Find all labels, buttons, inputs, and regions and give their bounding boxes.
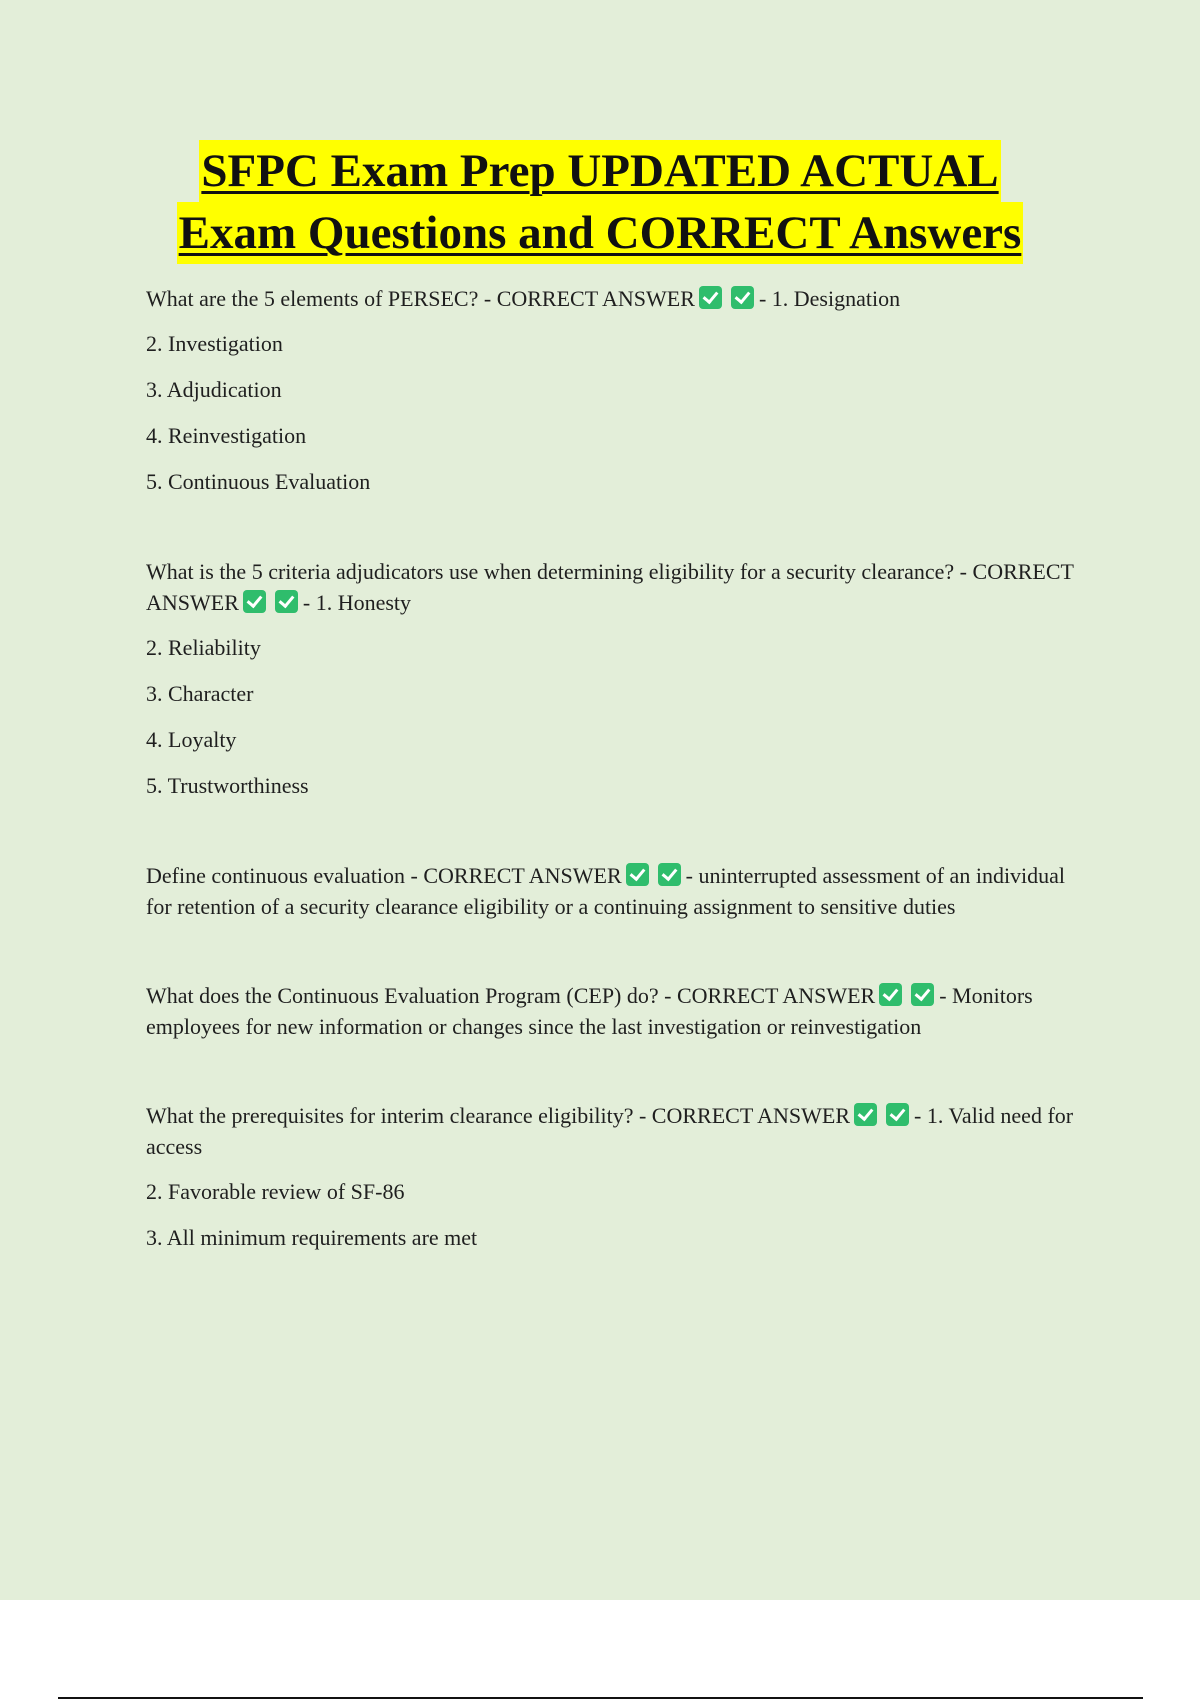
check-mark-icon <box>626 863 649 886</box>
answer-item: 2. Reliability <box>146 635 261 660</box>
qa-block <box>146 1100 1086 1254</box>
check-mark-icon <box>275 590 298 613</box>
check-mark-icon <box>886 1103 909 1126</box>
question-line <box>146 1100 1086 1162</box>
answer-marker: CORRECT ANSWER <box>423 863 622 888</box>
answer-marker: CORRECT ANSWER <box>146 559 1074 615</box>
check-mark-icon <box>911 983 934 1006</box>
question-text: Define continuous evaluation - <box>146 863 418 888</box>
qa-block <box>146 980 1086 1042</box>
question-text: What does the Continuous Evaluation Program (CEP) do? - <box>146 983 672 1008</box>
spacer <box>146 922 1086 980</box>
answer-text: - 1. Designation <box>758 286 901 311</box>
title-line-2: Exam Questions and CORRECT Answers <box>177 202 1024 264</box>
question-text: What is the 5 criteria adjudicators use when determining eligibility for a security clearance? - <box>146 559 968 584</box>
question-text: What the prerequisites for interim clearance eligibility? - <box>146 1103 647 1128</box>
answer-item: 2. Favorable review of SF-86 <box>146 1179 405 1204</box>
qa-block <box>146 556 1086 802</box>
qa-block <box>146 283 1086 498</box>
answer-text: - uninterrupted assessment of an individual for retention of a security clearance eligibility or a continuing assignment to sensitive duties <box>146 863 1066 919</box>
check-mark-icon <box>243 590 266 613</box>
answer-item: 5. Continuous Evaluation <box>146 469 371 494</box>
spacer <box>146 498 1086 556</box>
answer-item: 3. All minimum requirements are met <box>146 1225 478 1250</box>
check-mark-icon <box>699 286 722 309</box>
qa-block <box>146 860 1086 922</box>
answer-item: 4. Reinvestigation <box>146 423 307 448</box>
answer-item: 3. Character <box>146 681 254 706</box>
question-text: What are the 5 elements of PERSEC? - <box>146 286 492 311</box>
answer-item: 2. Investigation <box>146 331 283 356</box>
check-mark-icon <box>854 1103 877 1126</box>
qa-list <box>146 283 1086 1254</box>
question-line <box>146 980 1086 1042</box>
question-line <box>146 556 1086 618</box>
title-line-1: SFPC Exam Prep UPDATED ACTUAL <box>199 140 1000 202</box>
answer-text: - 1. Honesty <box>302 590 412 615</box>
question-line <box>146 283 1086 314</box>
spacer <box>146 1042 1086 1100</box>
answer-marker: CORRECT ANSWER <box>496 286 695 311</box>
answer-marker: CORRECT ANSWER <box>651 1103 851 1128</box>
footer-rule <box>58 1697 1143 1699</box>
check-mark-icon <box>731 286 754 309</box>
spacer <box>146 802 1086 860</box>
question-line <box>146 860 1086 922</box>
answer-item: 4. Loyalty <box>146 727 237 752</box>
check-mark-icon <box>658 863 681 886</box>
document-title <box>0 140 1200 264</box>
answer-item: 3. Adjudication <box>146 377 282 402</box>
answer-text: - 1. Valid need for access <box>146 1103 1074 1159</box>
check-mark-icon <box>879 983 902 1006</box>
answer-item: 5. Trustworthiness <box>146 773 309 798</box>
answer-marker: CORRECT ANSWER <box>676 983 876 1008</box>
answer-text: - Monitors employees for new information or changes since the last investigation or reinvestigation <box>146 983 1033 1039</box>
